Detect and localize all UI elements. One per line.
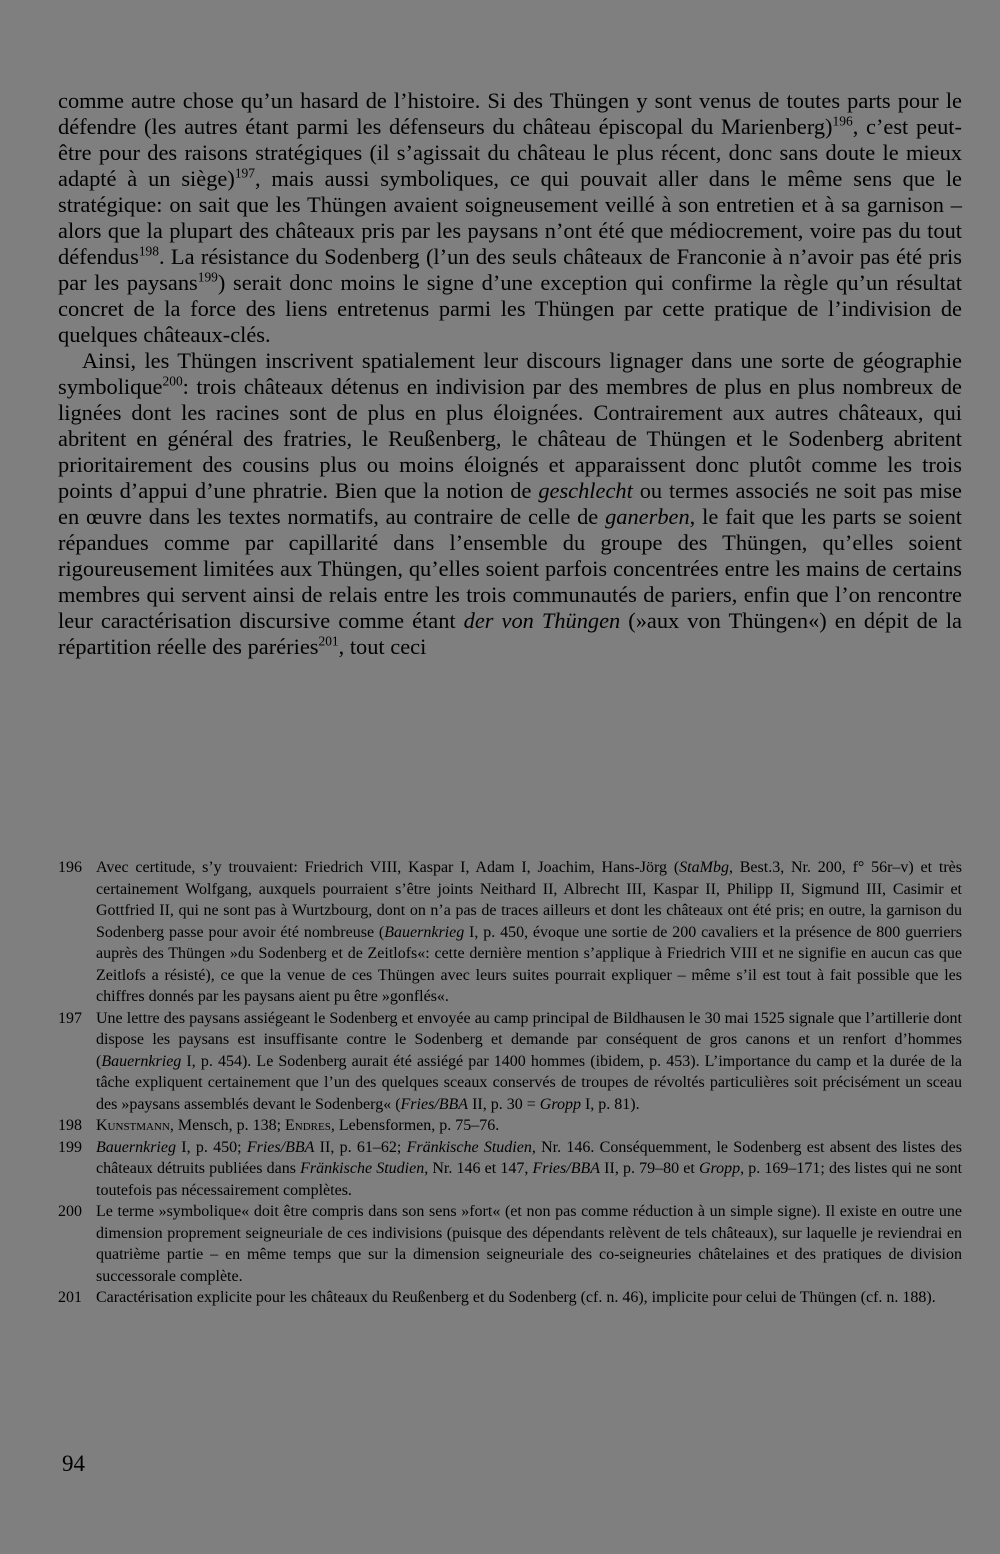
footnote-197 — [58, 1008, 962, 1116]
text-run: , Mensch, p. 138; — [169, 1117, 286, 1134]
text-run: Une lettre des paysans assiégeant le Sodenberg et envoyée au camp principal de Bildhausen le 30 mai 1525 signale que l’artillerie dont dispose les paysans est insuffisante contre le Sodenberg et demande par conséquent de gros canons et un renfort d’hommes ( — [96, 1009, 962, 1070]
footnote-ref-198[interactable]: 198 — [138, 243, 159, 259]
text-run: I, p. 450, évoque une sortie de 200 cavaliers et la présence de 800 guerriers auprès des Thüngen »du Sodenberg et de Zeitlofs«: cette dernière mention s’applique à Friedrich VIII et ne signifie en aucun cas que Zeitlofs a résisté), ce que la venue de ces Thüngen avec leurs suites pourrait expliquer – même s’il est tout à fait possible que les chiffres donnés par les paysans aient pu être »gonflés«. — [96, 923, 962, 1005]
text-run: I, p. 81). — [580, 1095, 640, 1113]
italic-term: Gropp — [539, 1095, 581, 1113]
footnote-ref-197[interactable]: 197 — [234, 165, 255, 181]
footnote-ref-196[interactable]: 196 — [832, 113, 853, 129]
footnote-number: 200 — [58, 1203, 82, 1220]
author-name: Kunstmann — [96, 1117, 170, 1134]
text-run: Caractérisation explicite pour les châteaux du Reußenberg et du Sodenberg (cf. n. 46), implicite pour celui de Thüngen (cf. n. 188). — [96, 1289, 936, 1306]
italic-term: StaMbg — [679, 859, 729, 876]
footnote-number: 198 — [58, 1117, 82, 1134]
italic-term: Gropp — [698, 1160, 741, 1177]
italic-term: Bauernkrieg — [96, 1138, 176, 1156]
text-run: . La résistance du Sodenberg (l’un des seuls châteaux de Franconie à n’avoir pas été pris par les paysans — [58, 244, 962, 295]
footnote-number: 201 — [58, 1289, 82, 1306]
text-run: , p. 169–171; des listes qui ne sont toutefois pas nécessairement complètes. — [96, 1160, 963, 1199]
text-run: Avec certitude, s’y trouvaient: Friedrich VIII, Kaspar I, Adam I, Joachim, Hans-Jörg ( — [96, 859, 680, 876]
text-run: I, p. 454). Le Sodenberg aurait été assiégé par 1400 hommes (ibidem, p. 453). L’importance du camp et la durée de la tâche expliquent certainement que l’un des quelques sceaux conservés de troupes de révoltés particulières soit précisément un sceau des »paysans assemblés devant le Sodenberg« ( — [96, 1052, 962, 1113]
text-run: comme autre chose qu’un hasard de l’histoire. Si des Thüngen y sont venus de toutes parts pour le défendre (les autres étant parmi les défenseurs du château épiscopal du Marienberg) — [58, 88, 962, 139]
text-run: Le terme »symbolique« doit être compris dans son sens »fort« (et non pas comme réduction à un simple signe). Il existe en outre une dimension proprement seigneuriale de ces indivisions (puisque des dépendants relèvent de tels châteaux), sur laquelle je reviendrai en quatrième partie – en même temps que sur la dimension seigneuriale des co-seigneuries châtelaines et des pratiques de division successorale complète. — [96, 1203, 962, 1285]
footnote-number: 197 — [58, 1009, 82, 1027]
text-run: , Nr. 146 et 147, — [424, 1160, 533, 1177]
footnotes-section — [58, 857, 962, 1309]
footnote-ref-199[interactable]: 199 — [197, 269, 218, 285]
footnote-number: 199 — [58, 1138, 82, 1156]
text-run: , Nr. 146. Conséquemment, le Sodenberg est absent des listes des châteaux détruits publiées dans — [96, 1138, 963, 1177]
footnote-200 — [58, 1201, 962, 1287]
text-run: , mais aussi symboliques, ce qui pouvait aller dans le même sens que le stratégique: on sait que les Thüngen avaient soigneusement veillé à son entretien et à sa garnison – alors que la plupart des châteaux pris par les paysans n’ont été que médiocrement, voire pas du tout défendus — [58, 166, 962, 269]
text-run: , c’est peut-être pour des raisons stratégiques (il s’agissait du château le plus récent, donc sans doute le mieux adapté à un siège) — [58, 114, 962, 191]
italic-term: Fränkische Studien — [300, 1160, 425, 1177]
italic-term: Fries/BBA — [532, 1160, 601, 1177]
paragraph-2 — [58, 348, 962, 660]
author-name: Endres — [285, 1117, 331, 1134]
text-run: , Lebensformen, p. 75–76. — [330, 1117, 500, 1134]
footnote-ref-200[interactable]: 200 — [162, 373, 183, 389]
footnote-201 — [58, 1287, 962, 1309]
text-run: II, p. 61–62; — [314, 1138, 407, 1156]
italic-term: ganerben — [605, 504, 690, 529]
italic-term: der von Thüngen — [463, 608, 621, 633]
italic-term: Fries/BBA — [246, 1138, 315, 1156]
text-run: ) serait donc moins le signe d’une exception qui confirme la règle qu’un résultat concret de la force des liens entretenus parmi les Thüngen par cette pratique de l’indivision de quelques châteaux-clés. — [58, 270, 962, 347]
footnote-198 — [58, 1115, 962, 1137]
footnote-number: 196 — [58, 859, 82, 876]
footnote-196 — [58, 857, 962, 1008]
text-run: , tout ceci — [338, 634, 427, 659]
italic-term: Bauernkrieg — [101, 1052, 182, 1070]
page-number: 94 — [62, 1451, 85, 1476]
text-run: (»aux von Thüngen«) en dépit de la répartition réelle des paréries — [58, 608, 962, 659]
paragraph-1 — [58, 88, 962, 348]
text-run: II, p. 79–80 et — [600, 1160, 699, 1177]
text-run: ou termes associés ne soit pas mise en œuvre dans les textes normatifs, au contraire de celle de — [58, 478, 962, 529]
italic-term: geschlecht — [538, 478, 633, 503]
footnote-ref-201[interactable]: 201 — [318, 633, 339, 649]
italic-term: Fränkische Studien — [406, 1138, 532, 1156]
body-text — [58, 88, 962, 660]
text-run: Ainsi, les Thüngen inscrivent spatialement leur discours lignager dans une sorte de géographie symbolique — [58, 348, 962, 399]
text-run: : trois châteaux détenus en indivision par des membres de plus en plus nombreux de lignées dont les racines sont de plus en plus éloignées. Contrairement aux autres châteaux, qui abritent en général des fratries, le Reußenberg, le château de Thüngen et le Sodenberg abritent prioritairement des cousins plus ou moins éloignés et apparaissent donc plutôt comme les trois points d’appui d’une phratrie. Bien que la notion de — [58, 374, 962, 503]
text-run: , Best.3, Nr. 200, f° 56r–v) et très certainement Wolfgang, auxquels pourraient s’être joints Neithard II, Albrecht III, Kaspar II, Philipp II, Sigmund III, Casimir et Gottfried II, qui ne sont pas à Wurtzbourg, dont on n’a pas de traces ailleurs et dont les châteaux ont été pris; en outre, la garnison du Sodenberg passe pour avoir été nombreuse ( — [96, 859, 962, 941]
italic-term: Fries/BBA — [400, 1095, 469, 1113]
text-run: I, p. 450; — [175, 1138, 247, 1156]
text-run: II, p. 30 = — [468, 1095, 540, 1113]
footnote-199 — [58, 1137, 962, 1202]
italic-term: Bauernkrieg — [384, 923, 465, 941]
text-run: , le fait que les parts se soient répandues comme par capillarité dans l’ensemble du groupe des Thüngen, qu’elles soient rigoureusement limitées aux Thüngen, qu’elles soient parfois concentrées entre les mains de certains membres qui servent ainsi de relais entre les trois communautés de pariers, enfin que l’on rencontre leur caractérisation discursive comme étant — [58, 504, 962, 633]
